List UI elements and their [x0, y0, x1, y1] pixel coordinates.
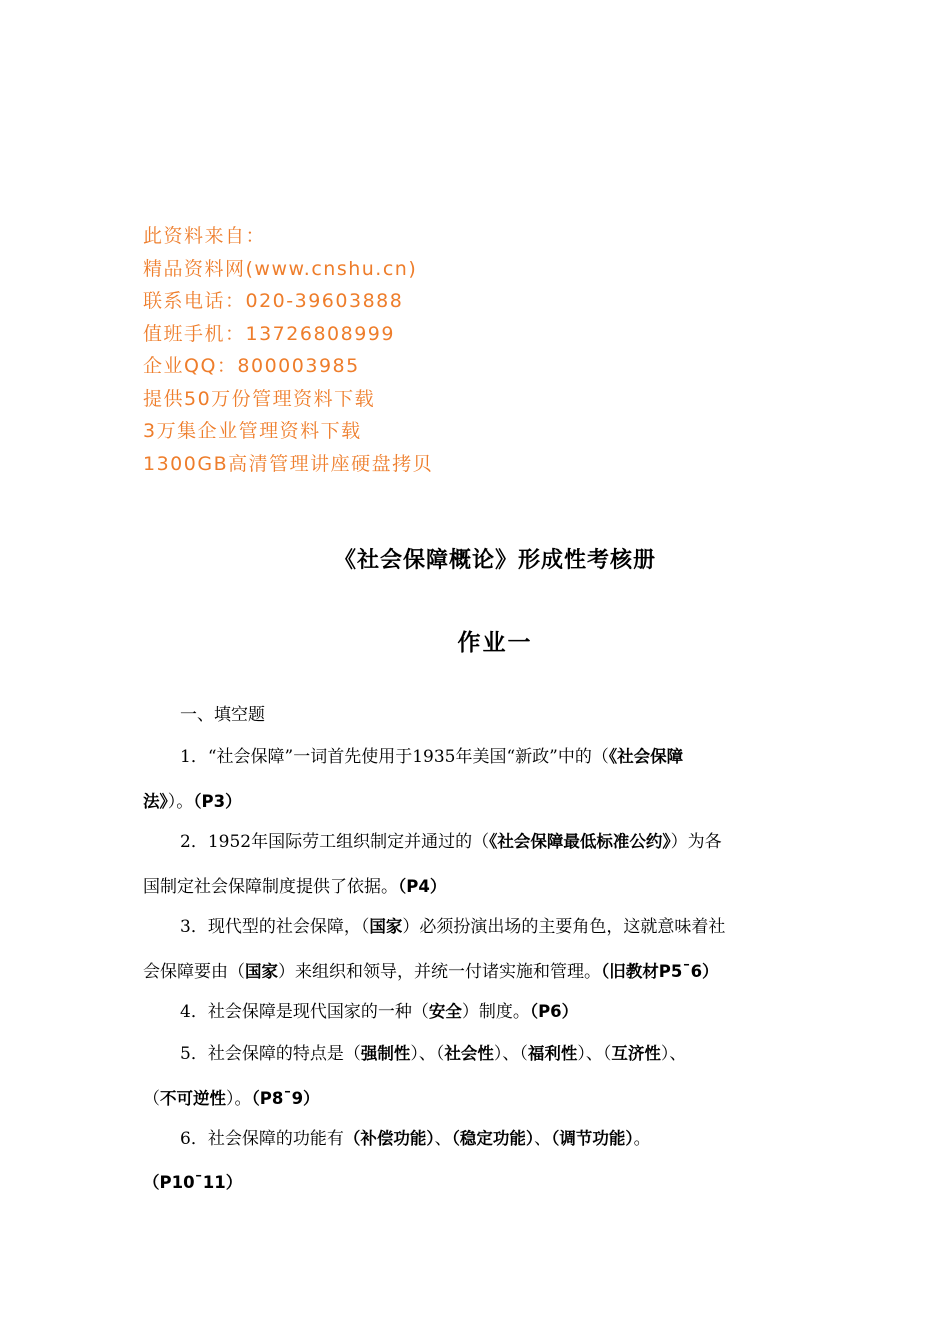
page-reference: （P4） [398, 877, 447, 896]
question-1-line-1: 1．“社会保障”一词首先使用于1935年美国“新政”中的（《社会保障 [180, 747, 684, 767]
page-reference: （P6） [529, 1002, 579, 1021]
page-reference: （P8¯9） [251, 1089, 320, 1108]
answer: 《社会保障 [608, 747, 684, 766]
answer: 社会性 [444, 1044, 494, 1063]
question-2-line-2: 国制定社会保障制度提供了依据。（P4） [143, 877, 447, 897]
answer: 法》 [143, 792, 168, 811]
answer: 互济性 [611, 1044, 661, 1063]
source-ad-block [143, 220, 433, 480]
answer: 强制性 [360, 1044, 411, 1063]
question-4-line-1: 4．社会保障是现代国家的一种（安全）制度。（P6） [180, 1002, 579, 1022]
answer: 国家 [245, 962, 278, 981]
ad-line-phone: 联系电话：020-39603888 [143, 290, 404, 312]
page-reference: （P3） [193, 792, 242, 811]
question-5-line-2: （不可逆性）。（P8¯9） [143, 1089, 320, 1109]
answer: 安全 [428, 1002, 462, 1021]
answer: 福利性 [527, 1044, 578, 1063]
ad-line-qq: 企业QQ：800003985 [143, 355, 360, 377]
question-6-line-2 [143, 1169, 242, 1193]
assignment-subtitle: 作业一 [457, 629, 533, 656]
answer: （调节功能） [551, 1129, 634, 1148]
ad-line-offer-docs: 提供50万份管理资料下载 [143, 387, 376, 410]
ad-line-mobile: 值班手机：13726808999 [143, 322, 395, 345]
ad-line-offer-videos: 3万集企业管理资料下载 [143, 420, 362, 442]
ad-line-website: 精品资料网(www.cnshu.cn) [143, 257, 418, 280]
answer: 《社会保障最低标准公约》 [489, 832, 671, 851]
answer: 国家 [369, 917, 403, 936]
page-reference: （旧教材P5¯6） [601, 962, 719, 981]
question-5-line-1: 5．社会保障的特点是（强制性）、（社会性）、（福利性）、（互济性）、 [180, 1044, 687, 1064]
ad-line-source: 此资料来自： [143, 225, 267, 247]
page-reference: （P10¯11） [143, 1173, 243, 1192]
question-6-line-1: 6．社会保障的功能有（补偿功能）、（稳定功能）、（调节功能）。 [180, 1129, 651, 1149]
ad-line-offer-lectures: 1300GB高清管理讲座硬盘拷贝 [143, 452, 434, 475]
question-2-line-1: 2．1952年国际劳工组织制定并通过的（《社会保障最低标准公约》）为各 [180, 832, 722, 852]
answer: 不可逆性 [160, 1089, 226, 1108]
section-heading: 一、填空题 [180, 705, 265, 725]
question-3-line-2: 会保障要由（国家）来组织和领导，并统一付诸实施和管理。（旧教材P5¯6） [143, 962, 719, 982]
question-3-line-1: 3．现代型的社会保障，（国家）必须扮演出场的主要角色，这就意味着社 [180, 917, 726, 937]
question-1-line-2: 法》）。（P3） [143, 792, 242, 812]
answer: （稳定功能） [451, 1129, 535, 1148]
document-title: 《社会保障概论》形成性考核册 [333, 547, 656, 573]
answer: （补偿功能） [343, 1129, 435, 1148]
